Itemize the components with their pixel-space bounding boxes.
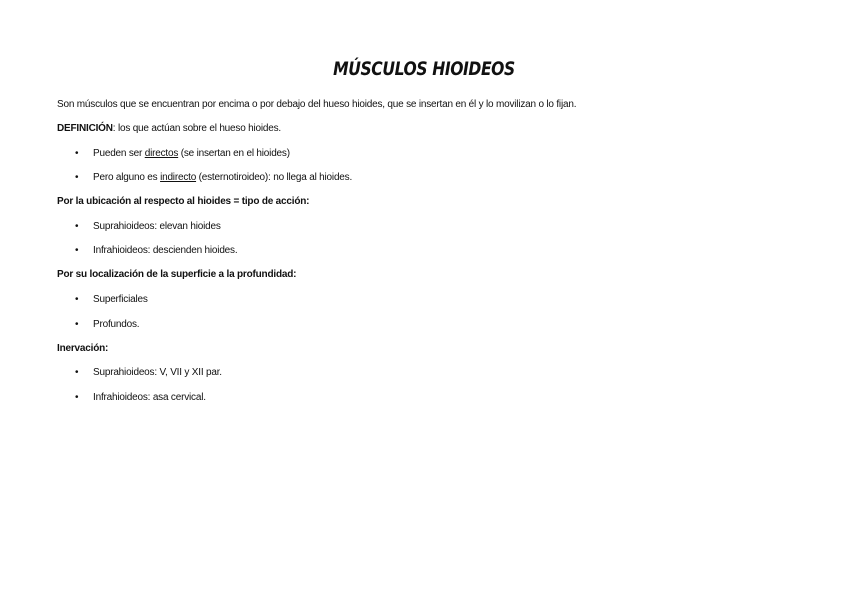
bullet-icon: • <box>75 319 79 330</box>
intro-paragraph: Son músculos que se encuentran por encima o por debajo del hueso hioides, que se insertan en él y lo movilizan o lo fijan. <box>57 99 577 110</box>
list-item-pre: Pueden ser <box>93 148 145 159</box>
list-item: Infrahioideos: descienden hioides. <box>93 245 238 256</box>
list-item-underlined: indirecto <box>160 172 197 183</box>
list-item: Suprahioideos: elevan hioides <box>93 221 221 232</box>
list-item-directos <box>93 148 290 160</box>
section-heading-depth: Por su localización de la superficie a la profundidad: <box>57 269 297 280</box>
list-item-pre: Pero alguno es <box>93 172 161 183</box>
bullet-icon: • <box>75 294 79 305</box>
page-title: MÚSCULOS HIOIDEOS <box>333 58 515 80</box>
section-heading-action: Por la ubicación al respecto al hioides = tipo de acción: <box>57 196 310 207</box>
definition-paragraph <box>57 123 281 135</box>
bullet-icon: • <box>75 221 79 232</box>
list-item-indirecto <box>93 172 352 184</box>
list-item-post: (se insertan en el hioides) <box>178 148 290 159</box>
bullet-icon: • <box>75 367 79 378</box>
bullet-icon: • <box>75 172 79 183</box>
list-item: Profundos. <box>93 319 140 330</box>
bullet-icon: • <box>75 148 79 159</box>
list-item: Superficiales <box>93 294 148 305</box>
bullet-icon: • <box>75 392 79 403</box>
bullet-icon: • <box>75 245 79 256</box>
list-item-post: (esternotiroideo): no llega al hioides. <box>196 172 353 183</box>
section-heading-innervation: Inervación: <box>57 343 109 354</box>
list-item: Suprahioideos: V, VII y XII par. <box>93 367 222 378</box>
list-item: Infrahioideos: asa cervical. <box>93 392 206 403</box>
definition-label: DEFINICIÓN <box>57 123 113 134</box>
list-item-underlined: directos <box>144 148 179 159</box>
definition-text: : los que actúan sobre el hueso hioides. <box>112 123 282 134</box>
